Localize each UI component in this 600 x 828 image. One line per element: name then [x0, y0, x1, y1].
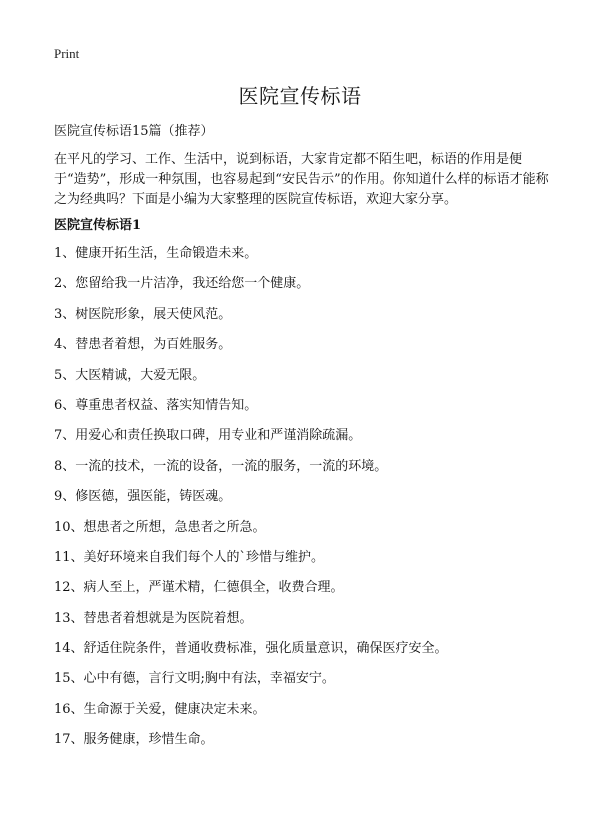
intro-paragraph: 在平凡的学习、工作、生活中，说到标语，大家肯定都不陌生吧，标语的作用是便于“造势”，形成一种氛围，也容易起到“安民告示”的作用。你知道什么样的标语才能称之为经典吗？下面是小编为大家整理的医院宣传标语，欢迎大家分享。 [54, 152, 549, 207]
slogan-item: 13、替患者着想就是为医院着想。 [54, 610, 253, 626]
slogan-item: 16、生命源于关爱，健康决定未来。 [54, 701, 266, 717]
print-link[interactable]: Print [54, 46, 80, 61]
document-subtitle: 医院宣传标语15篇（推荐） [54, 124, 214, 139]
slogan-item: 15、心中有德，言行文明;胸中有法，幸福安宁。 [54, 671, 335, 687]
slogan-item: 11、美好环境来自我们每个人的`珍惜与维护。 [54, 549, 325, 565]
slogan-item: 7、用爱心和责任换取口碑，用专业和严谨消除疏漏。 [54, 428, 362, 444]
slogan-item: 6、尊重患者权益、落实知情告知。 [54, 397, 258, 413]
section-heading: 医院宣传标语1 [54, 218, 142, 233]
slogan-item: 2、您留给我一片洁净，我还给您一个健康。 [54, 276, 310, 292]
slogan-item: 9、修医德，强医能，铸医魂。 [54, 489, 232, 505]
slogan-item: 14、舒适住院条件，普通收费标准，强化质量意识，确保医疗安全。 [54, 641, 448, 657]
slogan-item: 17、服务健康，珍惜生命。 [54, 732, 214, 748]
slogan-item: 4、替患者着想，为百姓服务。 [54, 337, 232, 353]
slogan-item: 1、健康开拓生活，生命锻造未来。 [54, 246, 258, 261]
slogan-item: 10、想患者之所想，急患者之所急。 [54, 519, 266, 535]
slogan-item: 5、大医精诚，大爱无限。 [54, 367, 206, 383]
slogan-item: 3、树医院形象，展天使风范。 [54, 306, 232, 322]
slogan-list [54, 244, 554, 761]
slogan-item: 12、病人至上，严谨术精，仁德俱全，收费合理。 [54, 580, 344, 596]
page-title: 医院宣传标语 [238, 84, 362, 108]
slogan-item: 8、一流的技术，一流的设备，一流的服务，一流的环境。 [54, 458, 388, 474]
